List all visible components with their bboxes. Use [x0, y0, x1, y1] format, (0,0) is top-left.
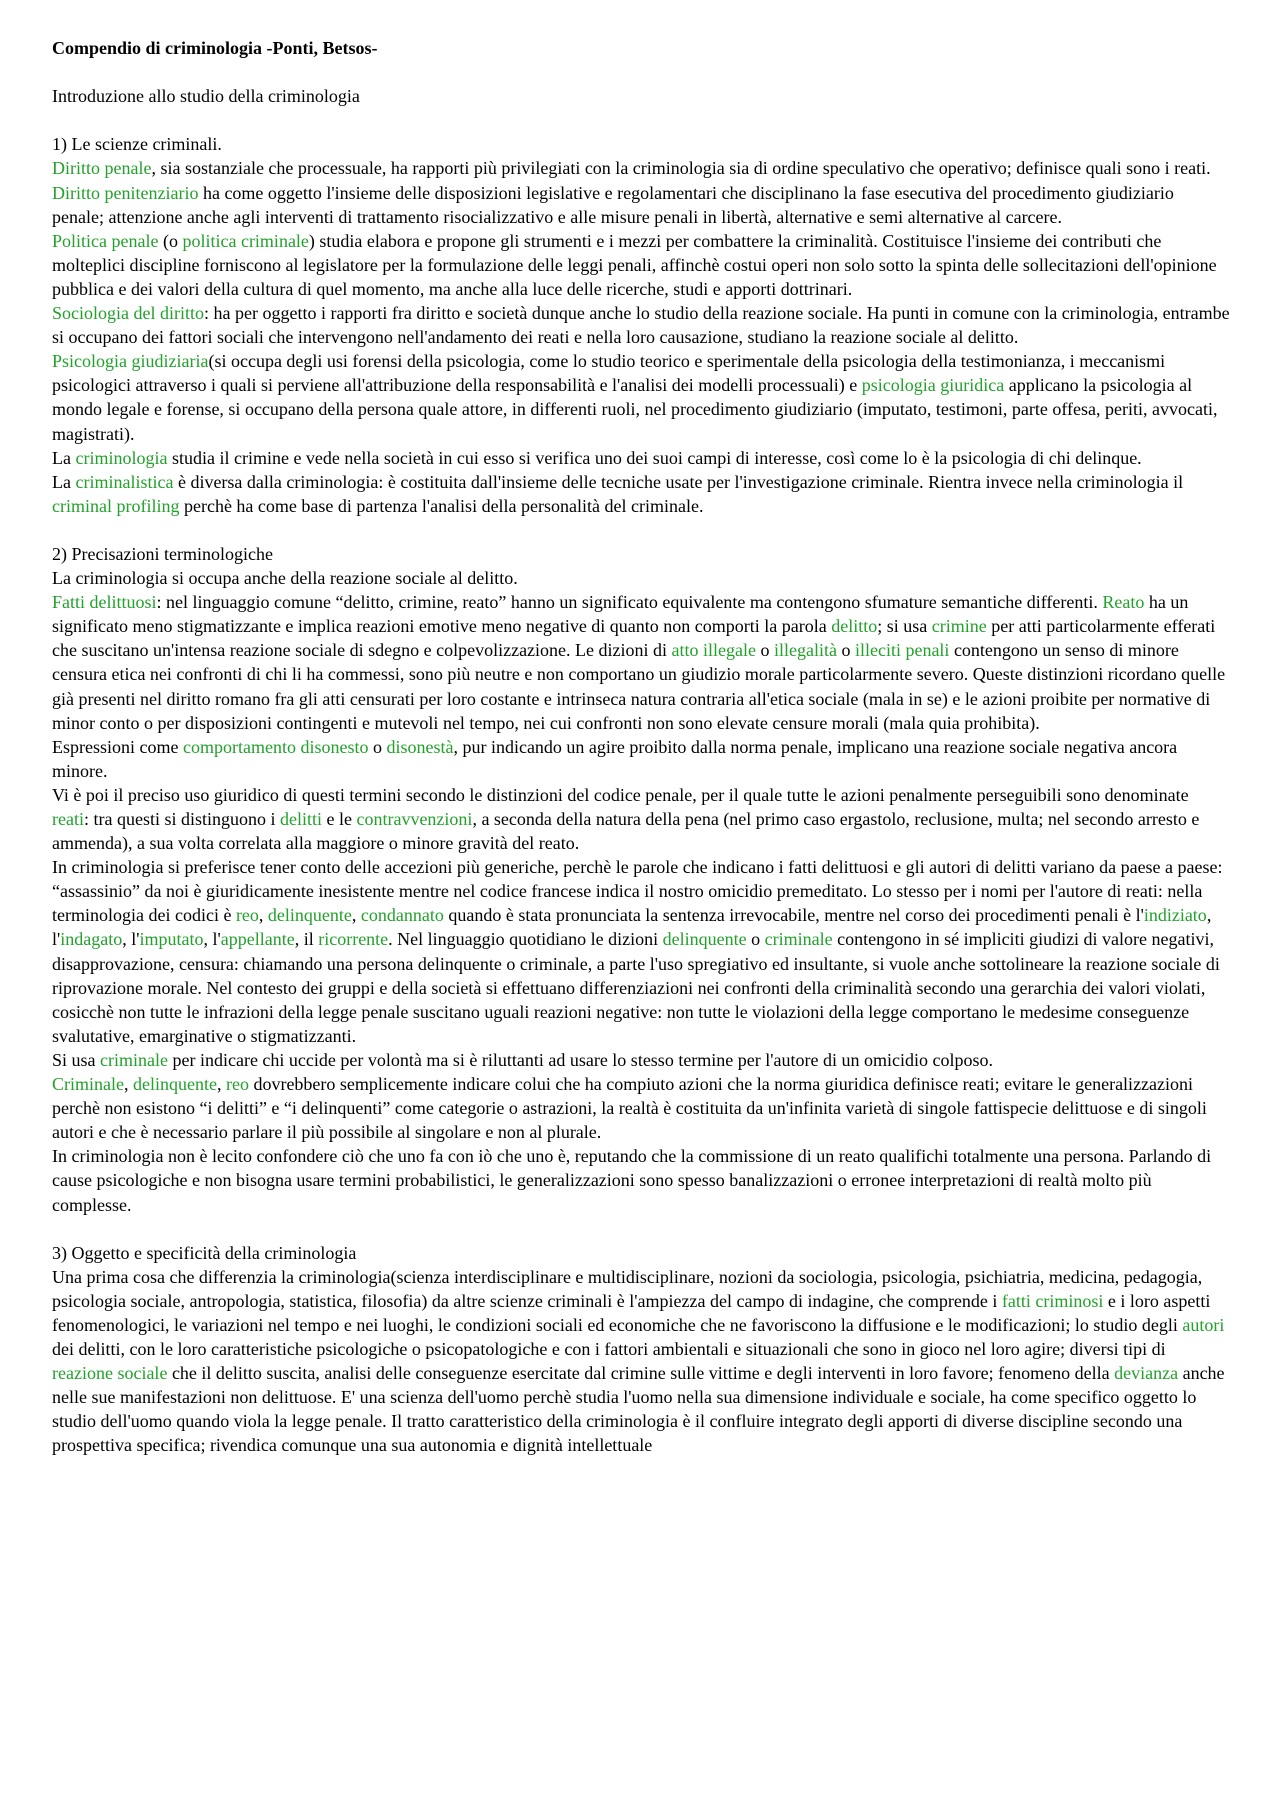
spacer	[52, 108, 1230, 132]
paragraph	[52, 156, 1230, 180]
paragraph	[52, 735, 1230, 783]
highlighted-term: reati	[52, 809, 84, 829]
text-run: , pur indicando un agire proibito dalla norma penale, implicano una reazione sociale negativa ancora minore.	[52, 736, 1178, 781]
highlighted-term: reo	[235, 905, 259, 926]
text-run: In criminologia non è lecito confondere ciò che uno fa con iò che uno è, reputando che la commissione di un reato qualifichi totalmente una persona. Parlando di cause psicologiche e non bisogna usare termini probabilistici, le generalizzazioni sono spesso banalizzazioni o erronee interpretazioni di realtà molto più complesse.	[52, 1146, 1212, 1215]
text-run: anche nelle sue manifestazioni non delittuose. E' una scienza dell'uomo perchè studia l'uomo nella sua dimensione individuale e sociale, ha come specifico oggetto lo studio dell'uomo quando viola la legge penale. Il tratto caratteristico della criminologia è il confluire integrato degli apporti di diverse discipline secondo una prospettiva specifica; rivendica comunque una sua autonomia e dignità intellettuale	[52, 1363, 1225, 1456]
paragraph	[52, 446, 1230, 470]
highlighted-term: indiziato	[1143, 905, 1207, 926]
text-run: studia il crimine e vede nella società in cui esso si verifica uno dei suoi campi di interesse, così come lo è la psicologia di chi delinque.	[167, 447, 1142, 468]
text-run: che il delitto suscita, analisi delle conseguenze esercitate dal crimine sulle vittime e degli interventi in loro favore; fenomeno della	[167, 1363, 1115, 1384]
text-run: Si usa	[52, 1049, 101, 1070]
highlighted-term: criminologia	[75, 447, 168, 468]
text-run: (o	[158, 230, 183, 251]
text-run: e le	[321, 809, 357, 829]
section-heading: 1) Le scienze criminali.	[52, 134, 222, 155]
text-run: , il	[294, 929, 319, 950]
paragraph	[52, 855, 1230, 1048]
highlighted-term: appellante	[220, 929, 295, 950]
text-run: ha come oggetto l'insieme delle disposizioni legislative e regolamentari che disciplinano la fase esecutiva del procedimento giudiziario penale; attenzione anche agli interventi di trattamento risocializzativo e alle misure penali in libertà, alternative e semi alternative al carcere.	[52, 182, 1174, 227]
section-3	[52, 1241, 1230, 1458]
paragraph	[52, 301, 1230, 349]
highlighted-term: fatti criminosi	[1001, 1290, 1104, 1311]
highlighted-term: Reato	[1102, 592, 1145, 613]
paragraph	[52, 181, 1230, 229]
text-run: (si occupa degli usi forensi della psicologia, come lo studio teorico e sperimentale della psicologia della testimonianza, i meccanismi psicologici attraverso i quali si perviene all'attribuzione della responsabilità e l'analisi dei modelli processuali) e	[52, 351, 1166, 396]
text-run: o	[755, 640, 774, 661]
highlighted-term: criminalistica	[75, 471, 174, 492]
text-run: contengono un senso di minore censura etica nei confronti di chi li ha commessi, sono più neutre e non comportano un giudizio morale particolarmente severo. Queste distinzioni ricordano quelle già presenti nel diritto romano fra gli atti censurati per loro costante e intrinseca natura contraria all'etica sociale (mala in se) e le azioni proibite per normative di minor conto o per disposizioni contingenti e mutevoli nel tempo, nei cui confronti non sono elevate censure morali (mala quia prohibita).	[52, 640, 1226, 733]
highlighted-term: Politica penale	[52, 230, 159, 251]
text-run: dei delitti, con le loro caratteristiche psicologiche o psicopatologiche e con i fattori ambientali e situazionali che sono in gioco nel loro agire; diversi tipi di	[52, 1339, 1166, 1360]
text-run: ,	[351, 905, 361, 926]
text-run: ; si usa	[877, 616, 932, 637]
paragraph	[52, 1265, 1230, 1458]
highlighted-term: illeciti penali	[854, 640, 950, 661]
section-2	[52, 542, 1230, 1217]
highlighted-term: contravvenzioni	[356, 809, 473, 829]
document-body	[52, 132, 1230, 1457]
paragraph	[52, 590, 1230, 735]
text-run: ,	[123, 1074, 133, 1095]
text-run: Vi è poi il preciso uso giuridico di questi termini secondo le distinzioni del codice penale, per il quale tutte le azioni penalmente perseguibili sono denominate	[52, 784, 1189, 805]
paragraph	[52, 470, 1230, 518]
text-run: ,	[258, 905, 268, 926]
text-run: , l'	[52, 905, 1212, 950]
section-heading: 3) Oggetto e specificità della criminologia	[52, 1242, 357, 1263]
text-run: Espressioni come	[52, 736, 183, 757]
highlighted-term: ricorrente	[318, 929, 389, 950]
text-run: e i loro aspetti fenomenologici, le variazioni nel tempo e nei luoghi, le condizioni sociali ed economiche che ne favoriscono la diffusione e le modificazioni; lo studio degli	[52, 1290, 1211, 1335]
text-run: : tra questi si distinguono i	[83, 809, 280, 829]
highlighted-term: delitti	[279, 809, 322, 829]
section-1	[52, 132, 1230, 518]
document-title: Compendio di criminologia -Ponti, Betsos-	[52, 38, 378, 58]
paragraph	[52, 1072, 1230, 1144]
spacer	[52, 518, 1230, 542]
paragraph	[52, 566, 1230, 590]
highlighted-term: Psicologia giudiziaria	[52, 351, 209, 372]
text-run: La criminologia si occupa anche della reazione sociale al delitto.	[52, 568, 518, 589]
paragraph	[52, 1144, 1230, 1216]
highlighted-term: Sociologia del diritto	[52, 303, 204, 324]
highlighted-term: Fatti delittuosi	[52, 592, 157, 613]
text-run: La	[52, 447, 76, 468]
highlighted-term: delinquente	[267, 905, 352, 926]
text-run: : nel linguaggio comune “delitto, crimine, reato” hanno un significato equivalente ma contengono sfumature semantiche differenti.	[156, 592, 1103, 613]
highlighted-term: disonestà	[386, 736, 454, 757]
highlighted-term: imputato	[139, 929, 204, 950]
highlighted-term: criminale	[100, 1049, 168, 1070]
highlighted-term: crimine	[931, 616, 987, 637]
highlighted-term: Diritto penitenziario	[52, 182, 199, 203]
text-run: è diversa dalla criminologia: è costituita dall'insieme delle tecniche usate per l'investigazione criminale. Rientra invece nella criminologia il	[173, 471, 1184, 492]
text-run: , l'	[203, 929, 221, 950]
text-run: ,	[216, 1074, 226, 1095]
highlighted-term: indagato	[60, 929, 123, 950]
highlighted-term: reazione sociale	[52, 1363, 168, 1384]
highlighted-term: delinquente	[662, 929, 747, 950]
highlighted-term: Diritto penale	[52, 158, 152, 179]
highlighted-term: illegalità	[773, 640, 837, 661]
text-run: In criminologia si preferisce tener conto delle accezioni più generiche, perchè le parole che indicano i fatti delittuosi e gli autori di delitti variano da paese a paese: “assassinio” da noi è giuridicamente inesistente mentre nel codice francese indica il nostro omicidio premeditato. Lo stesso per i nomi per l'autore di reati: nella terminologia dei codici è	[52, 857, 1223, 926]
text-run: o	[746, 929, 765, 950]
text-run: dovrebbero semplicemente indicare colui che ha compiuto azioni che la norma giuridica definisce reati; evitare le generalizzazioni perchè non esistono “i delitti” e “i delinquenti” come categorie o astrazioni, la realtà è costituita da un'infinita varietà di singole fattispecie delittuose e di singoli autori e che è necessario parlare il più possibile al singolare e non al plurale.	[52, 1074, 1207, 1143]
highlighted-term: comportamento disonesto	[182, 736, 369, 757]
text-run: , a seconda della natura della pena (nel primo caso ergastolo, reclusione, multa; nel secondo arresto e ammenda), a sua volta correlata alla maggiore o minore gravità del reato.	[52, 809, 1200, 854]
highlighted-term: psicologia giuridica	[861, 375, 1005, 396]
highlighted-term: devianza	[1114, 1363, 1179, 1384]
text-run: La	[52, 471, 76, 492]
text-run: ) studia elabora e propone gli strumenti e i mezzi per combattere la criminalità. Costituisce l'insieme dei contributi che molteplici discipline forniscono al legislatore per la formulazione delle leggi penali, affinchè costui operi non solo sotto la spinta delle sollecitazioni dell'opinione pubblica e dei valori della cultura di quel momento, ma anche alla luce delle ricerche, studi e apporti dottrinari.	[52, 230, 1217, 299]
highlighted-term: criminale	[764, 929, 833, 950]
text-run: , sia sostanziale che processuale, ha rapporti più privilegiati con la criminologia sia di ordine speculativo che operativo; definisce quali sono i reati.	[151, 158, 1211, 179]
text-run: applicano la psicologia al mondo legale e forense, si occupano della persona quale attore, in differenti ruoli, nel procedimento giudiziario (imputato, testimoni, parte offesa, periti, avvocati, magistrati).	[52, 375, 1218, 444]
highlighted-term: reo	[225, 1074, 249, 1095]
intro-heading: Introduzione allo studio della criminologia	[52, 86, 360, 107]
highlighted-term: delinquente	[132, 1074, 217, 1095]
highlighted-term: condannato	[360, 905, 444, 926]
highlighted-term: autori	[1182, 1314, 1225, 1335]
text-run: ha un significato meno stigmatizzante e implica reazioni emotive meno negative di quanto non comporti la parola	[52, 592, 1189, 637]
text-run: , l'	[122, 929, 140, 950]
paragraph	[52, 1048, 1230, 1072]
highlighted-term: atto illegale	[671, 640, 756, 661]
text-run: o	[368, 736, 387, 757]
text-run: : ha per oggetto i rapporti fra diritto e società dunque anche lo studio della reazione sociale. Ha punti in comune con la criminologia, entrambe si occupano dei fattori sociali che intervengono nell'andamento dei reati e nella loro causazione, studiano la reazione sociale al delitto.	[52, 303, 1230, 348]
text-run: perchè ha come base di partenza l'analisi della personalità del criminale.	[179, 495, 704, 516]
paragraph	[52, 783, 1230, 855]
text-run: per indicare chi uccide per volontà ma si è riluttanti ad usare lo stesso termine per l'autore di un omicidio colposo.	[167, 1049, 993, 1070]
text-run: o	[836, 640, 855, 661]
highlighted-term: politica criminale	[182, 230, 309, 251]
paragraph	[52, 349, 1230, 445]
text-run: Una prima cosa che differenzia la criminologia(scienza interdisciplinare e multidisciplinare, nozioni da sociologia, psicologia, psichiatria, medicina, pedagogia, psicologia sociale, antropologia, statistica, filosofia) da altre scienze criminali è l'ampiezza del campo di indagine, che comprende i	[52, 1266, 1203, 1311]
highlighted-term: criminal profiling	[52, 495, 180, 516]
paragraph	[52, 229, 1230, 301]
highlighted-term: Criminale	[52, 1074, 124, 1095]
section-heading: 2) Precisazioni terminologiche	[52, 543, 273, 564]
spacer	[52, 60, 1230, 84]
spacer	[52, 1217, 1230, 1241]
text-run: per atti particolarmente efferati che suscitano un'intensa reazione sociale di sdegno e colpevolizzazione. Le dizioni di	[52, 616, 1216, 661]
text-run: contengono in sé impliciti giudizi di valore negativi, disapprovazione, censura: chiamando una persona delinquente o criminale, a parte l'uso spregiativo ed insultante, si vuole anche sottolineare la reazione sociale di riprovazione morale. Nel contesto dei gruppi e della società si effettuano differenziazioni nei confronti della criminalità secondo una gerarchia dei valori violati, cosicchè non tutte le infrazioni della legge penale suscitano uguali reazioni negative: non tutte le violazioni della legge comportano le medesime conseguenze svalutative, emarginative o stigmatizzanti.	[52, 929, 1220, 1046]
text-run: quando è stata pronunciata la sentenza irrevocabile, mentre nel corso dei procedimenti penali è l'	[443, 905, 1144, 926]
highlighted-term: delitto	[831, 616, 878, 637]
text-run: . Nel linguaggio quotidiano le dizioni	[388, 929, 663, 950]
